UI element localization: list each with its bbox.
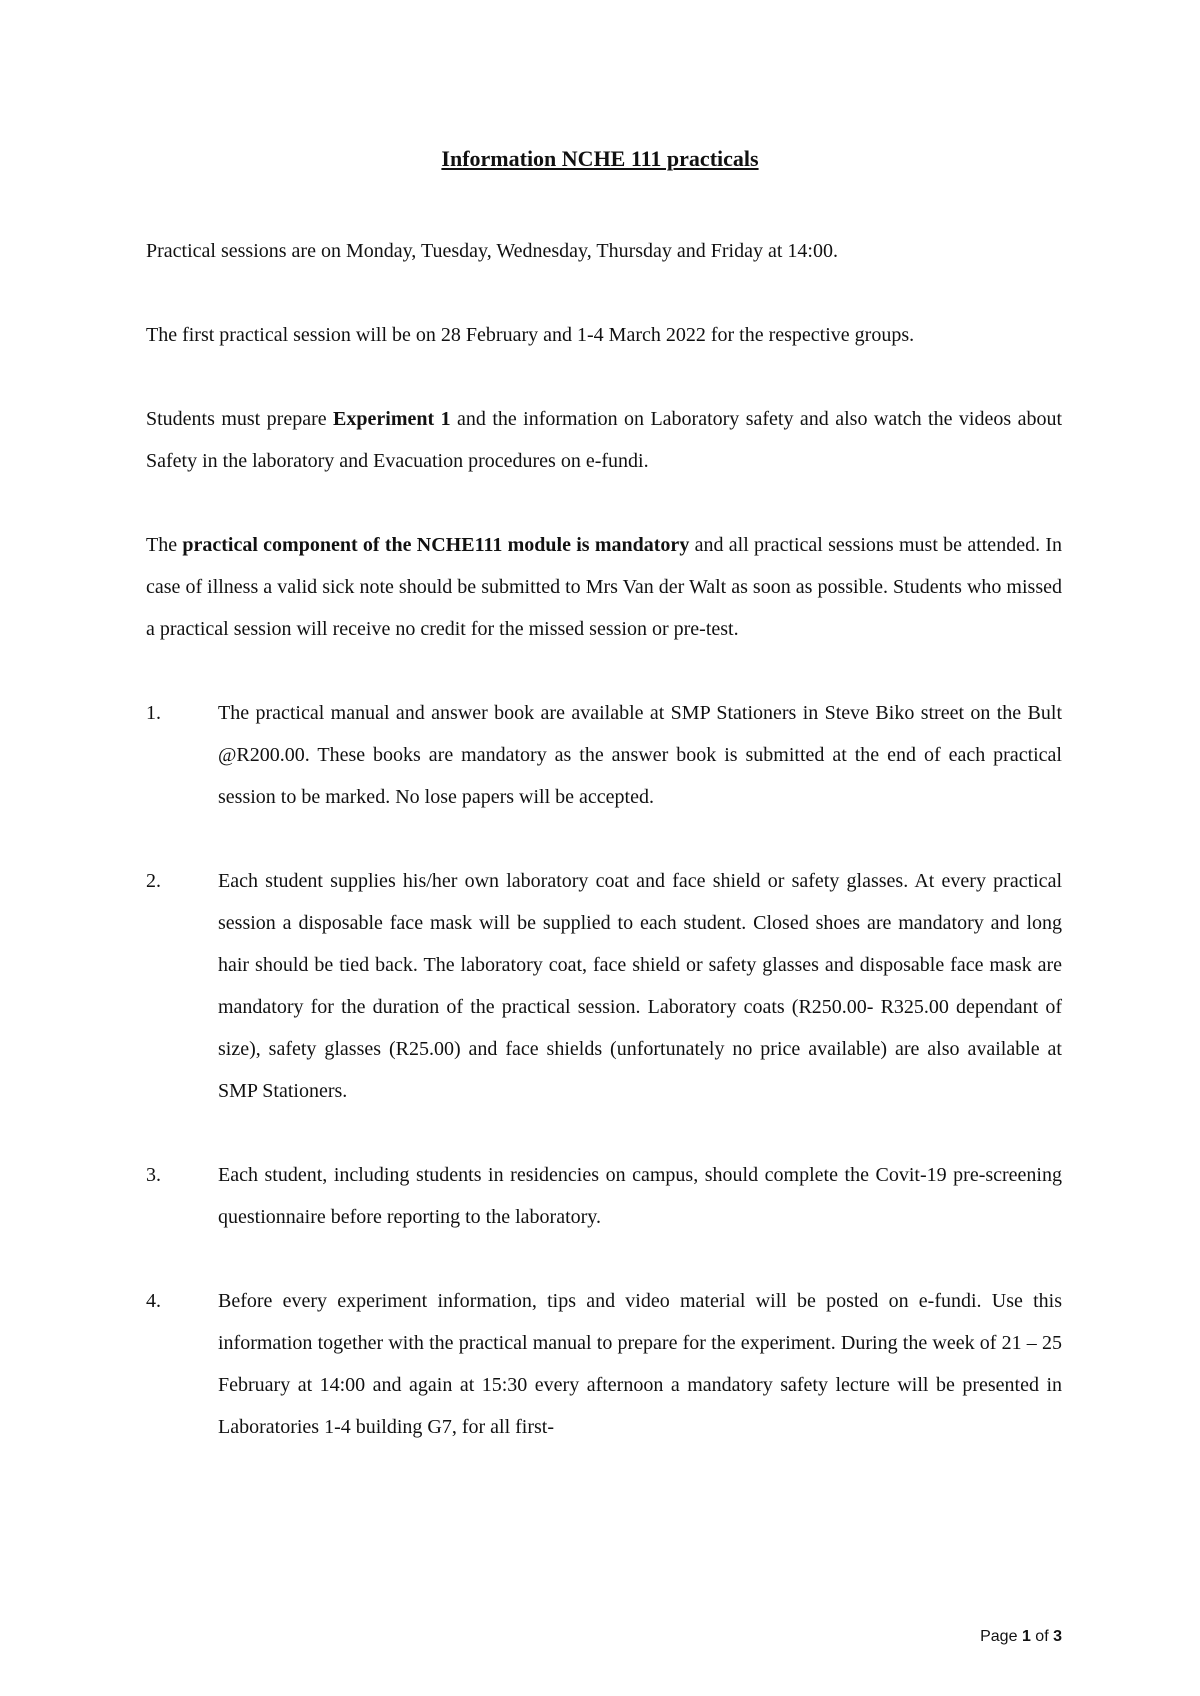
paragraph-session-days: Practical sessions are on Monday, Tuesday, Wednesday, Thursday and Friday at 14:00. xyxy=(146,240,838,262)
list-item-text: Each student supplies his/her own laboratory coat and face shield or safety glasses. At every practical session a disposable face mask will be supplied to each student. Closed shoes are mandatory and long hair should be tied back. The laboratory coat, face shield or safety glasses and disposable face mask are mandatory for the duration of the practical session. Laboratory coats (R250.00- R325.00 dependant of size), safety glasses (R25.00) and face shields (unfortunately no price available) are also available at SMP Stationers. xyxy=(218,870,1062,1102)
preparation-text-after: and the information on Laboratory safety and also watch the videos about Safety in the laboratory and Evacuation procedures on e-fundi. xyxy=(146,408,1063,472)
page-footer xyxy=(980,1626,1062,1648)
paragraph-mandatory xyxy=(146,524,1062,650)
list-item xyxy=(146,1154,1062,1238)
list-item-text: Before every experiment information, tips and video material will be posted on e-fundi. Use this information together with the practical manual to prepare for the experiment. During the week of 21 – 25 February at 14:00 and again at 15:30 every afternoon a mandatory safety lecture will be presented in Laboratories 1-4 building G7, for all first- xyxy=(218,1290,1062,1438)
list-item-number: 3. xyxy=(146,1164,161,1186)
preparation-experiment-bold: Experiment 1 xyxy=(333,408,451,430)
of-word: of xyxy=(1035,1628,1049,1645)
page-number: 1 xyxy=(1021,1628,1031,1645)
list-item-number: 1. xyxy=(146,702,161,724)
list-item-number: 4. xyxy=(146,1290,161,1312)
page-word: Page xyxy=(980,1628,1018,1645)
preparation-text-before: Students must prepare xyxy=(146,408,334,430)
mandatory-text-after: and all practical sessions must be attended. In case of illness a valid sick note should be submitted to Mrs Van der Walt as soon as possible. Students who missed a practical session will receive no credit for the missed session or pre-test. xyxy=(146,534,1063,640)
paragraph-preparation xyxy=(146,398,1062,482)
list-item xyxy=(146,692,1062,818)
list-item xyxy=(146,1280,1062,1448)
mandatory-bold: practical component of the NCHE111 module is mandatory xyxy=(182,534,690,556)
document-title: Information NCHE 111 practicals xyxy=(441,146,759,171)
list-item xyxy=(146,860,1062,1112)
list-item-text: The practical manual and answer book are available at SMP Stationers in Steve Biko street on the Bult @R200.00. These books are mandatory as the answer book is submitted at the end of each practical session to be marked. No lose papers will be accepted. xyxy=(218,702,1062,808)
document-body xyxy=(146,230,1062,1490)
page-total: 3 xyxy=(1053,1628,1062,1645)
paragraph-first-session: The first practical session will be on 28 February and 1-4 March 2022 for the respective groups. xyxy=(146,324,915,346)
mandatory-text-before: The xyxy=(146,534,183,556)
list-item-text: Each student, including students in residencies on campus, should complete the Covit-19 pre-screening questionnaire before reporting to the laboratory. xyxy=(218,1164,1062,1228)
list-item-number: 2. xyxy=(146,870,161,892)
